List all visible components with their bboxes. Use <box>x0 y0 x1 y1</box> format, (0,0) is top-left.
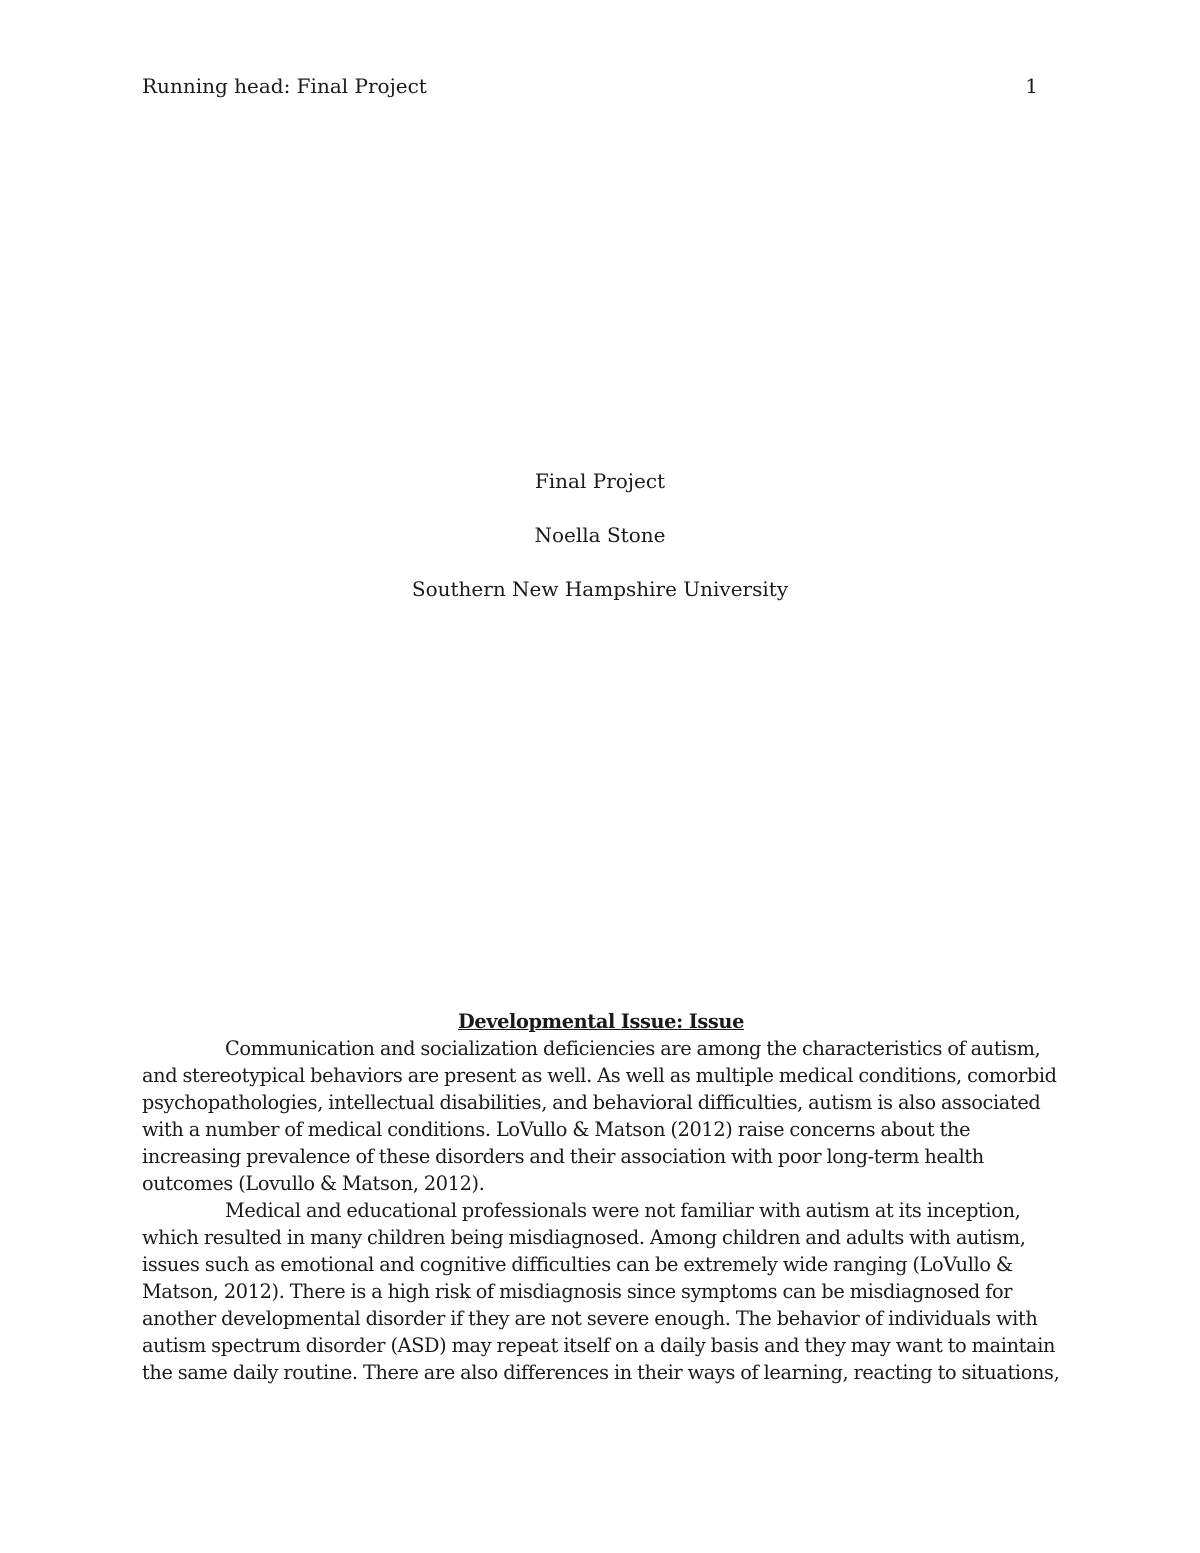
institution-name: Southern New Hampshire University <box>411 577 789 601</box>
body-section <box>142 1008 1060 1386</box>
title-block <box>142 467 1058 629</box>
page-number: 1 <box>1025 74 1038 98</box>
author-name: Noella Stone <box>534 523 666 547</box>
paper-title: Final Project <box>534 469 666 493</box>
paragraph: Medical and educational professionals were not familiar with autism at its inception, which resulted in many children being misdiagnosed. Among children and adults with autism, issues such as emotional and cognitive difficulties can be extremely wide ranging (LoVullo & Matson, 2012). There is a high risk of misdiagnosis since symptoms can be misdiagnosed for another developmental disorder if they are not severe enough. The behavior of individuals with autism spectrum disorder (ASD) may repeat itself on a daily basis and they may want to maintain the same daily routine. There are also differences in their ways of learning, reacting to situations, <box>142 1199 1060 1384</box>
section-heading: Developmental Issue: Issue <box>457 1010 744 1033</box>
paragraph: Communication and socialization deficiencies are among the characteristics of autism, and stereotypical behaviors are present as well. As well as multiple medical conditions, comorbid psychopathologies, intellectual disabilities, and behavioral difficulties, autism is also associated with a number of medical conditions. LoVullo & Matson (2012) raise concerns about the increasing prevalence of these disorders and their association with poor long-term health outcomes (Lovullo & Matson, 2012). <box>142 1037 1057 1195</box>
running-head: Running head: Final Project <box>142 74 427 98</box>
